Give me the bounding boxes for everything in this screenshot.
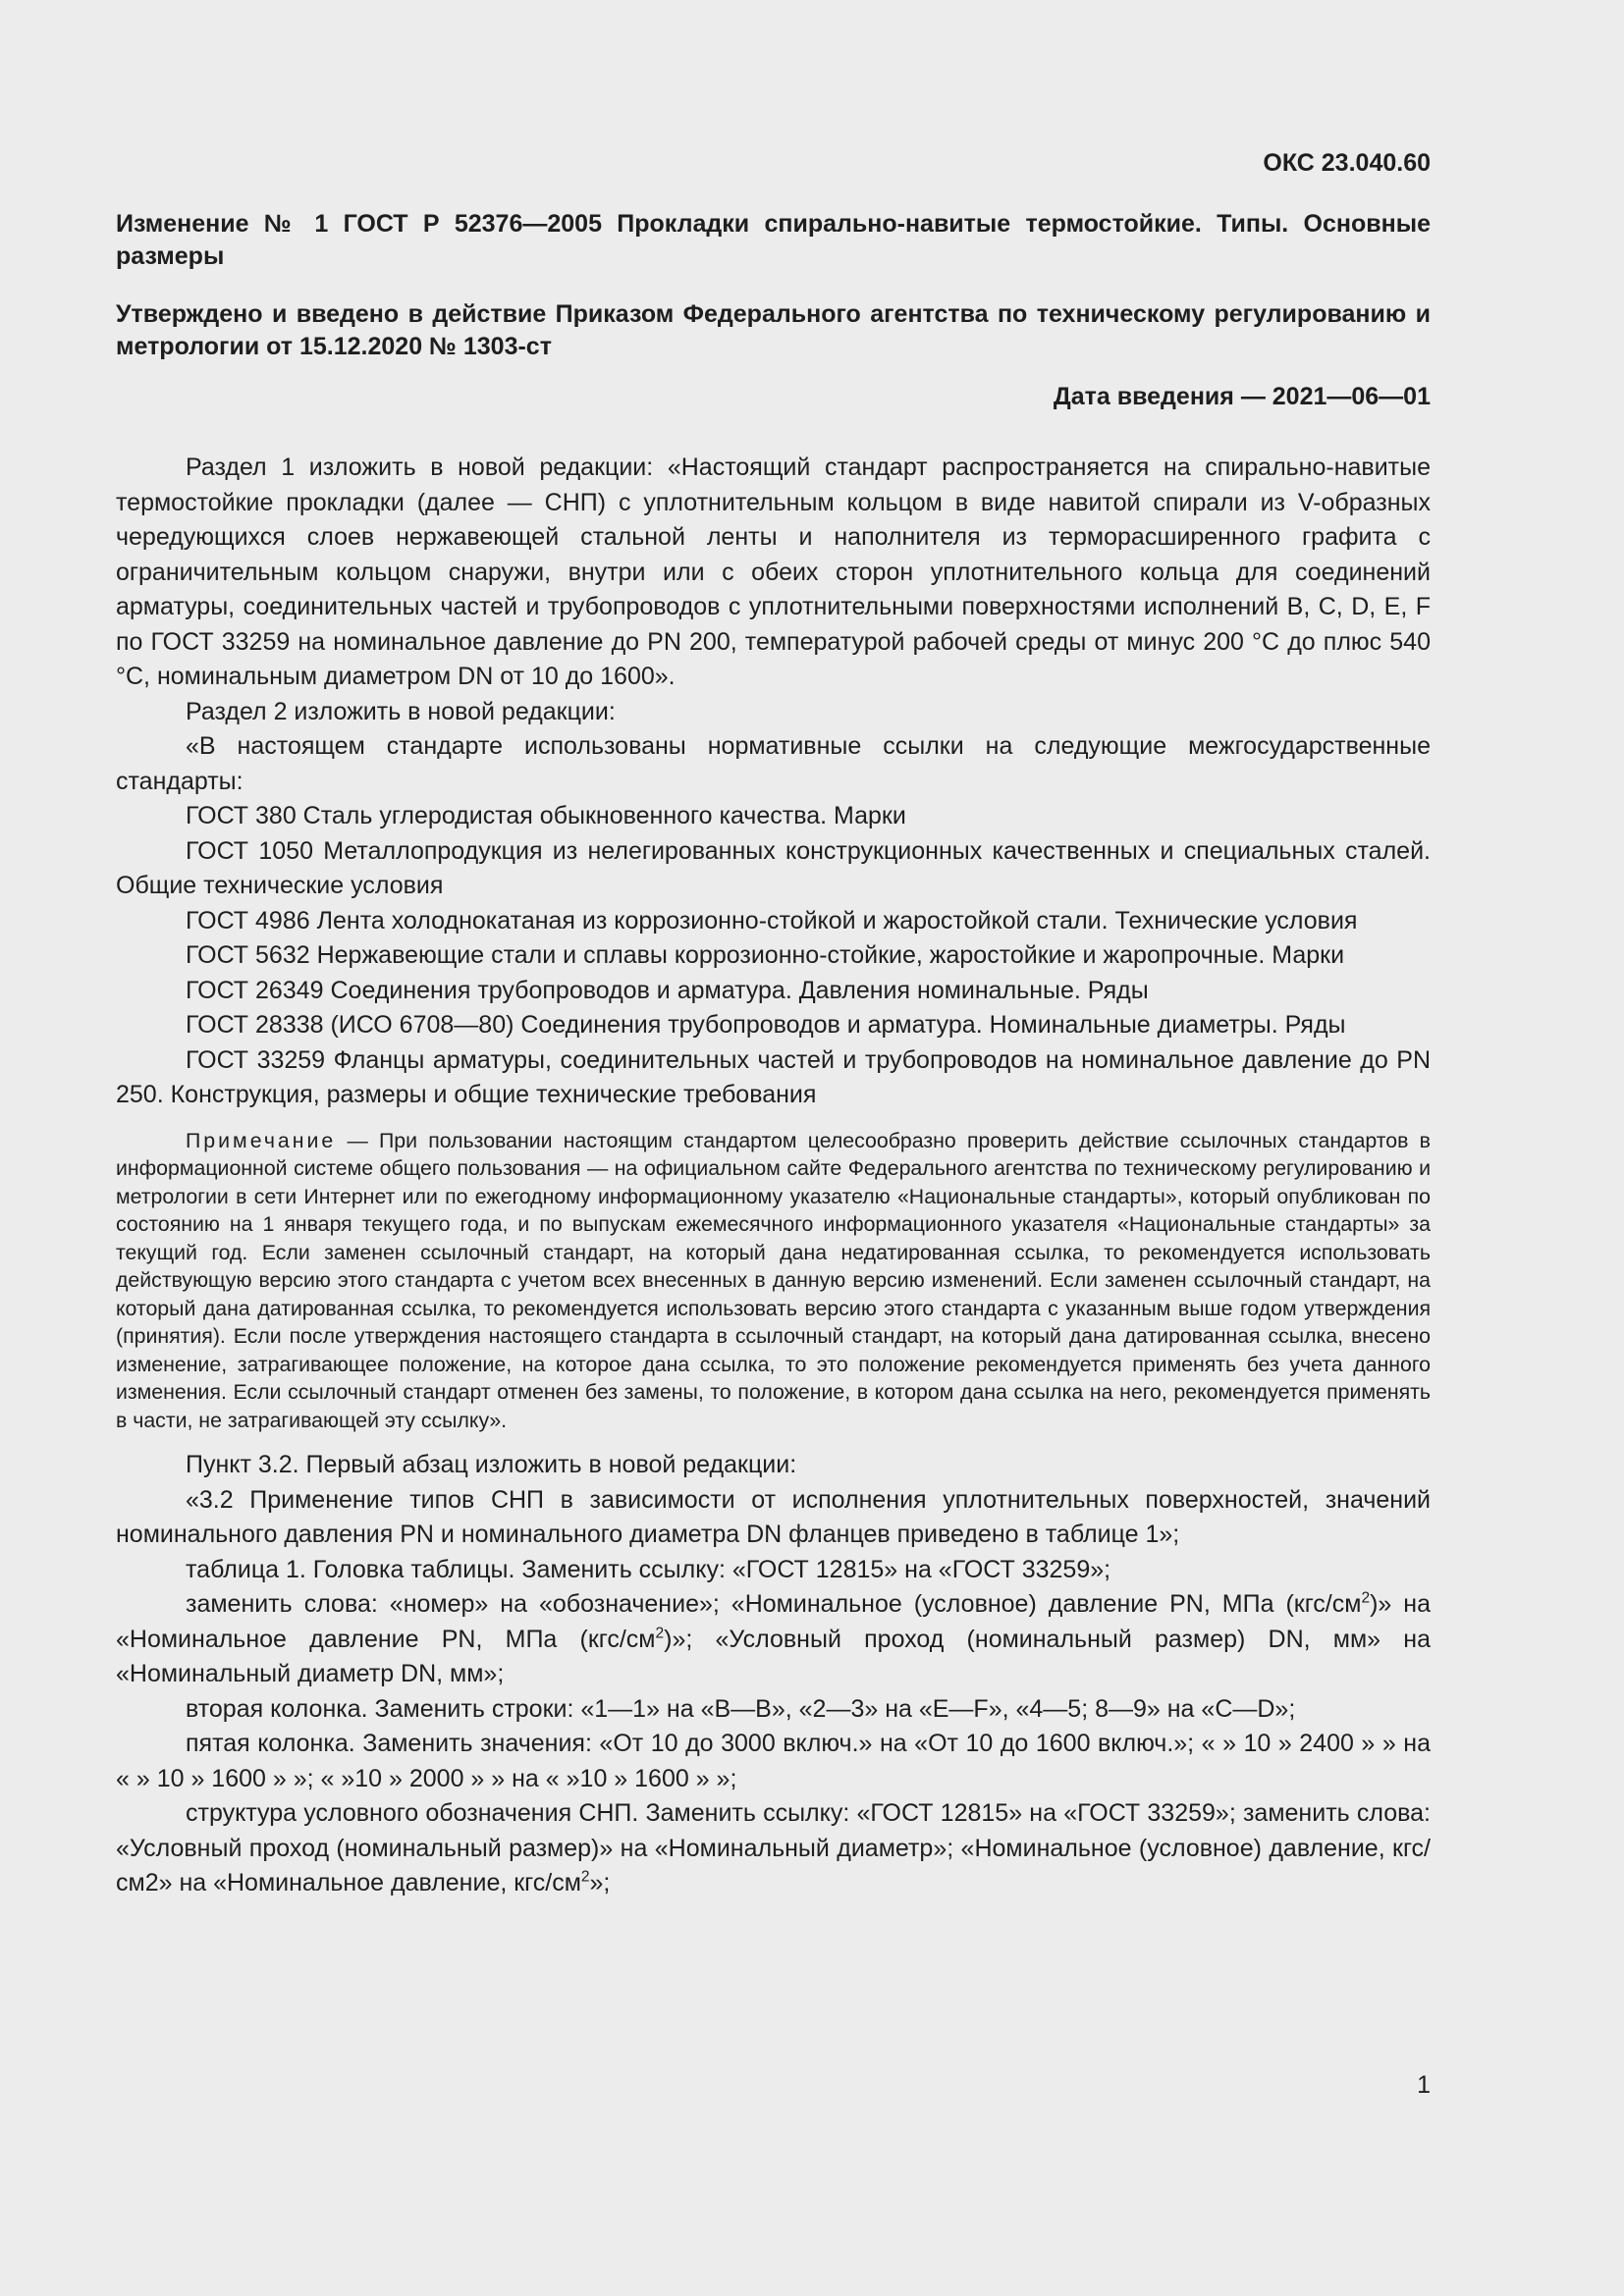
paragraph-clause-3-2: Пункт 3.2. Первый абзац изложить в новой редакции:	[186, 1451, 797, 1478]
paragraph-section-1: Раздел 1 изложить в новой редакции: «Настоящий стандарт распространяется на спирально-навитые термостойкие прокладки (далее — СНП) с уплотнительным кольцом в виде навитой спирали из V-образных чередующихся слоев нержавеющей стальной ленты и наполнителя из терморасширенного графита с ограничительным кольцом снаружи, внутри или с обеих сторон уплотнительного кольца для соединений арматуры, соединительных частей и трубопроводов с уплотнительными поверхностями исполнений B, C, D, E, F по ГОСТ 33259 на номинальное давление до PN 200, температурой рабочей среды от минус 200 °С до плюс 540 °С, номинальным диаметром DN от 10 до 1600».	[116, 454, 1431, 690]
paragraph-second-column: вторая колонка. Заменить строки: «1—1» на «В—В», «2—3» на «Е—F», «4—5; 8—9» на «С—D»;	[186, 1694, 1296, 1723]
text-fragment: )» на «Номинальное давление PN, МПа (кгс/см	[116, 1590, 1431, 1653]
reference-gost-28338: ГОСТ 28338 (ИСО 6708—80) Соединения трубопроводов и арматура. Номинальные диаметры. Ряды	[186, 1011, 1346, 1039]
amendment-title: Изменение № 1 ГОСТ Р 52376—2005 Прокладки спирально-навитые термостойкие. Типы. Основные размеры	[116, 210, 1431, 270]
approval-statement: Утверждено и введено в действие Приказом Федерального агентства по техническому регулированию и метрологии от 15.12.2020 № 1303-ст	[116, 300, 1431, 360]
superscript: 2	[1361, 1589, 1371, 1607]
text-fragment: »;	[589, 1869, 611, 1896]
reference-gost-33259: ГОСТ 33259 Фланцы арматуры, соединительных частей и трубопроводов на номинальное давление до PN 250. Конструкция, размеры и общие технические требования	[116, 1045, 1431, 1108]
text-fragment: структура условного обозначения СНП. Заменить ссылку: «ГОСТ 12815» на «ГОСТ 33259»; заменить слова: «Условный проход (номинальный размер)» на «Номинальный диаметр»; «Номинальное (условное) давление, кгс/см2» на «Номинальное давление, кгс/см	[116, 1799, 1431, 1896]
paragraph-section-2: Раздел 2 изложить в новой редакции:	[186, 697, 616, 725]
note-paragraph	[116, 1127, 1431, 1435]
note-label: Примечание	[186, 1128, 337, 1152]
paragraph-clause-3-2-text: «3.2 Применение типов СНП в зависимости от исполнения уплотнительных поверхностей, значений номинального давления PN и номинального диаметра DN фланцев приведено в таблице 1»;	[116, 1485, 1431, 1548]
reference-gost-26349: ГОСТ 26349 Соединения трубопроводов и арматура. Давления номинальные. Ряды	[186, 976, 1149, 1004]
reference-gost-5632: ГОСТ 5632 Нержавеющие стали и сплавы коррозионно-стойкие, жаростойкие и жаропрочные. Марки	[186, 941, 1345, 969]
note-text: — При пользовании настоящим стандартом целесообразно проверить действие ссылочных стандартов в информационной системе общего пользования — на официальном сайте Федерального агентства по техническому регулированию и метрологии в сети Интернет или по ежегодному информационному указателю «Национальные стандарты», который опубликован по состоянию на 1 января текущего года, и по выпускам ежемесячного информационного указателя «Национальные стандарты» за текущий год. Если заменен ссылочный стандарт, на который дана недатированная ссылка, то рекомендуется использовать действующую версию этого стандарта с учетом всех внесенных в данную версию изменений. Если заменен ссылочный стандарт, на который дана датированная ссылка, то рекомендуется использовать версию этого стандарта с указанным выше годом утверждения (принятия). Если после утверждения настоящего стандарта в ссылочный стандарт, на который дана датированная ссылка, внесено изменение, затрагивающее положение, на которое дана ссылка, то это положение рекомендуется применять без учета данного изменения. Если ссылочный стандарт отменен без замены, то положение, в котором дана ссылка на него, рекомендуется применять в части, не затрагивающей эту ссылку».	[116, 1128, 1431, 1432]
paragraph-designation-structure	[116, 1796, 1431, 1901]
reference-gost-4986: ГОСТ 4986 Лента холоднокатаная из коррозионно-стойкой и жаростойкой стали. Технические условия	[186, 906, 1358, 934]
reference-gost-1050: ГОСТ 1050 Металлопродукция из нелегированных конструкционных качественных и специальных сталей. Общие технические условия	[116, 836, 1431, 899]
superscript: 2	[580, 1868, 590, 1886]
paragraph-replace-words	[116, 1587, 1431, 1692]
document-body	[116, 451, 1431, 1901]
paragraph-references-intro: «В настоящем стандарте использованы нормативные ссылки на следующие межгосударственные стандарты:	[116, 732, 1431, 795]
paragraph-fifth-column: пятая колонка. Заменить значения: «От 10 до 3000 включ.» на «От 10 до 1600 включ.»; « » 10 » 2400 » » на « » 10 » 1600 » »; « »10 » 2000 » » на « »10 » 1600 » »;	[116, 1730, 1431, 1792]
page-number: 1	[1417, 2071, 1431, 2099]
effective-date: Дата введения — 2021—06—01	[1053, 383, 1431, 410]
text-fragment: заменить слова: «номер» на «обозначение»; «Номинальное (условное) давление PN, МПа (кгс/см	[186, 1590, 1362, 1618]
oks-code: ОКС 23.040.60	[1263, 149, 1431, 177]
paragraph-table-header: таблица 1. Головка таблицы. Заменить ссылку: «ГОСТ 12815» на «ГОСТ 33259»;	[186, 1555, 1111, 1583]
superscript: 2	[655, 1625, 665, 1642]
reference-gost-380: ГОСТ 380 Сталь углеродистая обыкновенного качества. Марки	[186, 802, 906, 829]
text-fragment: )»; «Условный проход (номинальный размер) DN, мм» на «Номинальный диаметр DN, мм»;	[116, 1625, 1432, 1687]
